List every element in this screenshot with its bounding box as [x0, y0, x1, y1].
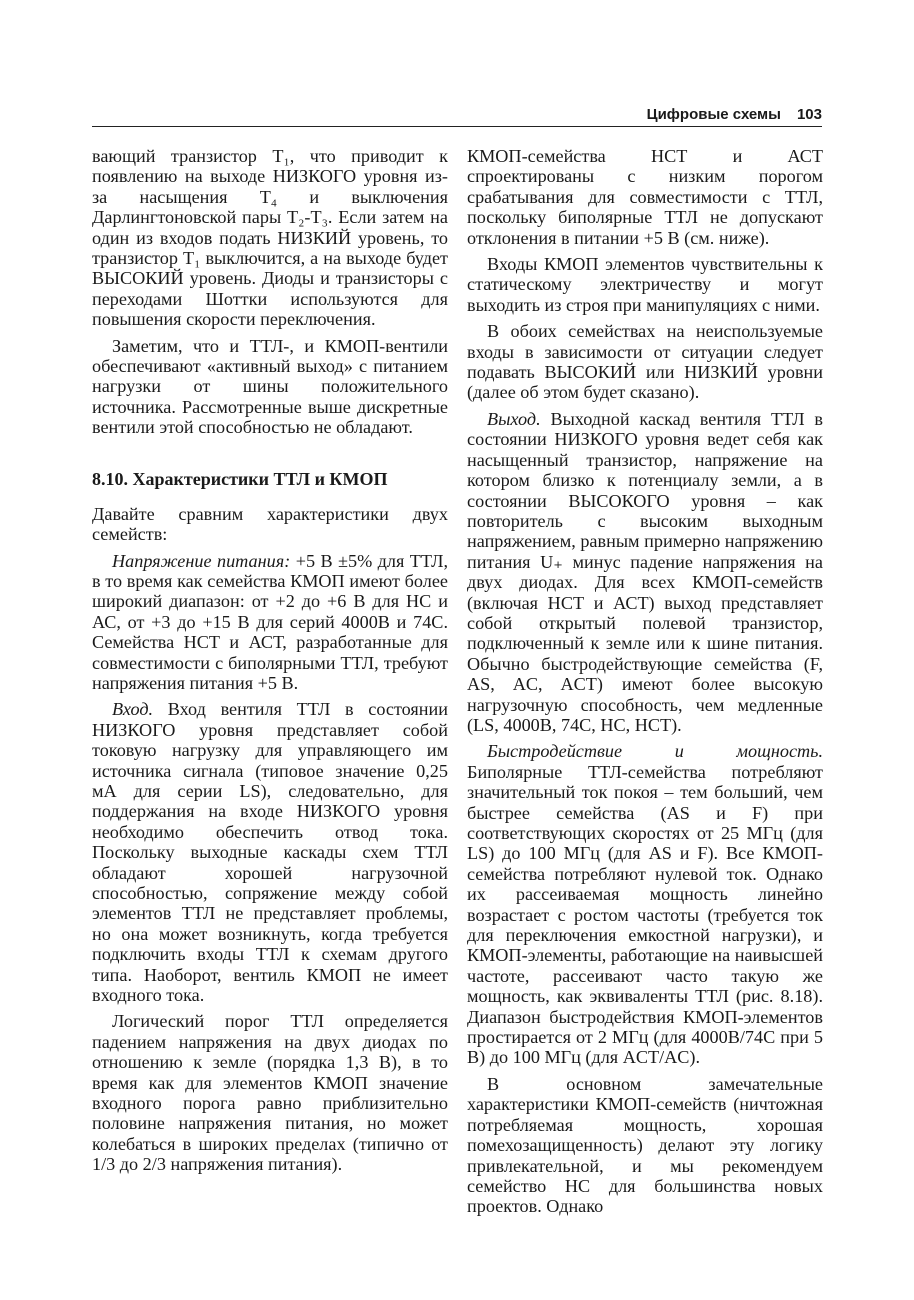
paragraph [92, 699, 448, 1005]
paragraph: Входы КМОП элементов чувствительны к статическому электричеству и могут выходить из строя при манипуляциях с ними. [467, 254, 823, 315]
paragraph: В обоих семействах на неиспользуемые входы в зависимости от ситуации следует подавать ВЫСОКИЙ или НИЗКИЙ уровни (далее об этом будет сказано). [467, 321, 823, 403]
left-column [92, 146, 448, 1175]
paragraph-lead: Вход. [112, 699, 154, 720]
paragraph-lead: Напряжение питания: [112, 550, 291, 571]
page-number: 103 [796, 106, 822, 123]
paragraph: КМОП-семейства НСТ и АСТ спроектированы с низким порогом срабатывания для совместимости с ТТЛ, поскольку биполярные ТТЛ не допускают отклонения в питании +5 В (см. ниже). [467, 146, 823, 248]
paragraph: Логический порог ТТЛ определяется падением напряжения на двух диодах по отношению к земле (порядка 1,3 В), в то время как для элементов КМОП значение входного порога равно приблизительно половине напряжения питания, но может колебаться в широких пределах (типично от 1/3 до 2/3 напряжения питания). [92, 1011, 448, 1175]
paragraph: вающий транзистор T₁, что приводит к появлению на выходе НИЗКОГО уровня из-за насыщения T₄ и выключения Дарлингтоновской пары T₂-T₃. Если затем на один из входов подать НИЗКИЙ уровень, то транзистор T₁ выключится, а на выходе будет ВЫСОКИЙ уровень. Диоды и транзисторы с переходами Шоттки используются для повышения скорости переключения. [92, 146, 448, 330]
paragraph-body: Выходной каскад вентиля ТТЛ в состоянии НИЗКОГО уровня ведет себя как насыщенный транзистор, напряжение на котором близко к потенциалу земли, а в состоянии ВЫСОКОГО уровня – как повторитель с высоким выходным напряжением, равным примерно напряжению питания U₊ минус падение напряжения на двух диодах. Для всех КМОП-семейств (включая НСТ и АСТ) выход представляет собой открытый полевой транзистор, подключенный к земле или к шине питания. Обычно быстродействующие семейства (F, AS, AC, ACT) имеют более высокую нагрузочную способность, чем медленные (LS, 4000B, 74C, HC, HCT). [467, 408, 823, 735]
paragraph [467, 409, 823, 736]
paragraph-body: +5 В ±5% для ТТЛ, в то время как семейства КМОП имеют более широкий диапазон: от +2 до +6 В для НС и АС, от +3 до +15 В для серий 4000В и 74С. Семейства НСТ и АСТ, разработанные для совместимости с биполярными ТТЛ, требуют напряжения питания +5 В. [92, 550, 448, 693]
paragraph-body: Вход вентиля ТТЛ в состоянии НИЗКОГО уровня представляет собой токовую нагрузку для управляющего им источника сигнала (типовое значение 0,25 мА для серии LS), следовательно, для поддержания на входе НИЗКОГО уровня необходимо обеспечить отвод тока. Поскольку выходные каскады схем ТТЛ обладают хорошей нагрузочной способностью, сопряжение между собой элементов ТТЛ не представляет проблемы, но она может возникнуть, когда требуется подключить входы ТТЛ к схемам другого типа. Наоборот, вентиль КМОП не имеет входного тока. [92, 699, 448, 1006]
paragraph [467, 741, 823, 1068]
header-rule [92, 126, 822, 127]
running-head-title: Цифровые схемы [646, 106, 781, 123]
paragraph: Давайте сравним характеристики двух семейств: [92, 503, 448, 545]
paragraph-body: Биполярные ТТЛ-семейства потребляют значительный ток покоя – тем больший, чем быстрее семейства (AS и F) при соответствующих скоростях от 25 МГц (для LS) до 100 МГц (для AS и F). Все КМОП-семейства потребляют нулевой ток. Однако их рассеиваемая мощность линейно возрастает с ростом частоты (требуется ток для переключения емкостной нагрузки), и КМОП-элементы, работающие на наивысшей частоте, рассеивают часто такую же мощность, как эквиваленты ТТЛ (рис. 8.18). Диапазон быстродействия КМОП-элементов простирается от 2 МГц (для 4000B/74C при 5 В) до 100 МГц (для ACT/AC). [467, 761, 823, 1068]
paragraph: Заметим, что и ТТЛ-, и КМОП-вентили обеспечивают «активный выход» с питанием нагрузки от шины положительного источника. Рассмотренные выше дискретные вентили этой способностью не обладают. [92, 335, 448, 438]
section-heading: 8.10. Характеристики ТТЛ и КМОП [92, 468, 388, 489]
paragraph: В основном замечательные характеристики КМОП-семейств (ничтожная потребляемая мощность, хорошая помехозащищенность) делают эту логику привлекательной, и мы рекомендуем семейство НС для большинства новых проектов. Однако [467, 1073, 823, 1217]
paragraph-lead: Быстродействие и мощность. [487, 741, 823, 762]
paragraph-lead: Выход. [487, 408, 541, 429]
right-column [467, 146, 823, 1217]
running-head [92, 106, 822, 126]
paragraph [92, 551, 448, 694]
